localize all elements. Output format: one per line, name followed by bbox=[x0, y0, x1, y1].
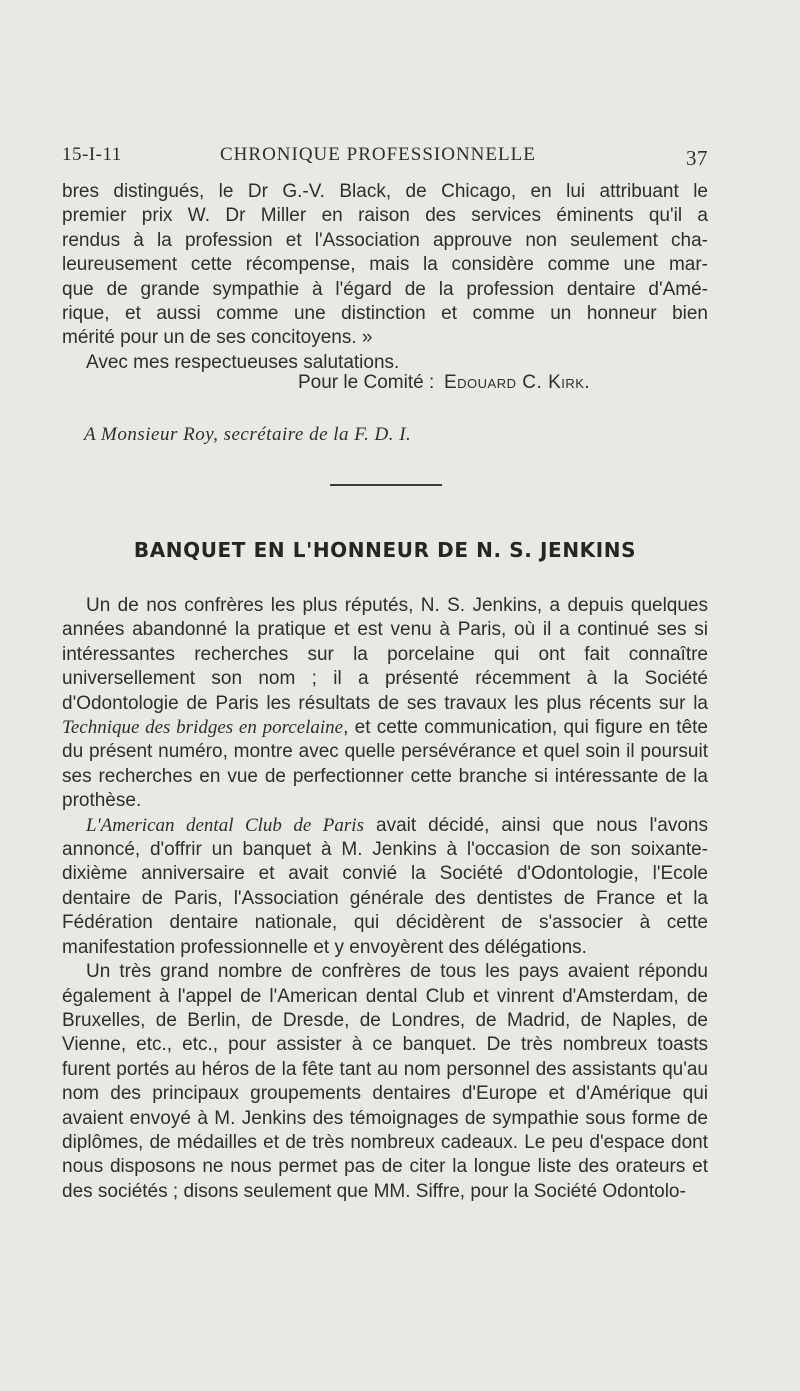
running-head bbox=[62, 144, 708, 174]
paragraph-text: Un de nos confrères les plus réputés, N. S. Jenkins, a depuis quelques années abandonné la pratique et est venu à Paris, où il a continué ses si intéressantes recherches sur la porcelaine qui ont fait connaître universellement son nom ; il a présenté récemment à la Société d'Odontologie de Paris les résultats de ses travaux les plus récents sur la bbox=[62, 595, 708, 714]
article-body bbox=[62, 594, 708, 1204]
article-title: BANQUET EN L'HONNEUR DE N. S. JENKINS bbox=[133, 538, 637, 562]
section-divider bbox=[330, 484, 442, 486]
letter-line: rique, et aussi comme une distinction et comme un honneur bien bbox=[62, 303, 708, 325]
letter-excerpt bbox=[62, 180, 708, 375]
club-name: L'American dental Club de Paris bbox=[86, 814, 364, 836]
letter-line: bres distingués, le Dr G.-V. Black, de Chicago, en lui attribuant le bbox=[62, 181, 708, 202]
paragraph-text: avait décidé, ainsi que nous l'avons annoncé, d'offrir un banquet à M. Jenkins à l'occasion de son soixante-dixième anniversaire et avait convié la Société d'Odontologie, l'Ecole dentaire de Paris, l'Association générale des dentistes de France et la Fédération dentaire nationale, qui décidèrent de s'associer à cette manifestation professionnelle et y envoyèrent des délégations. bbox=[62, 814, 708, 958]
letter-line: mérité pour un de ses concitoyens. » bbox=[62, 327, 373, 349]
letter-line: que de grande sympathie à l'égard de la profession dentaire d'Amé- bbox=[62, 278, 708, 300]
article-paragraph: Un très grand nombre de confrères de tous les pays avaient répondu également à l'appel de l'American dental Club et vinrent d'Amsterdam, de Bruxelles, de Berlin, de Dresde, de Londres, de Madrid, de Naples, de Vienne, etc., etc., pour assister à ce banquet. De très nombreux toasts furent portés au héros de la fête tant au nom personnel des assistants qu'au nom des principaux groupements dentaires d'Europe et d'Amérique qui avaient envoyé à M. Jenkins des témoignages de sympathie sous forme de diplômes, de médailles et de très nombreux cadeaux. Le peu d'espace dont nous disposons ne nous permet pas de citer la longue liste des orateurs et des sociétés ; disons seulement que MM. Siffre, pour la Société Odontolo- bbox=[62, 961, 708, 1202]
signature-label: Pour le Comité : bbox=[298, 372, 435, 393]
article-paragraph bbox=[62, 594, 708, 814]
issue-date: 15-I-11 bbox=[62, 144, 122, 165]
section-title: CHRONIQUE PROFESSIONNELLE bbox=[220, 144, 536, 165]
article-paragraph bbox=[62, 814, 708, 960]
letter-line: leureusement cette récompense, mais la considère comme une mar- bbox=[62, 254, 708, 276]
signature-name: Edouard C. Kirk. bbox=[444, 372, 591, 393]
letter-line: rendus à la profession et l'Association approuve non seulement cha- bbox=[62, 229, 708, 251]
paragraph-text: , et cette communication, qui figure en tête du présent numéro, montre avec quelle persévérance et quel soin il poursuit ses recherches en vue de perfectionner cette branche si intéressante de la prothèse. bbox=[62, 717, 708, 812]
letter-line: premier prix W. Dr Miller en raison des services éminents qu'il a bbox=[62, 205, 708, 227]
italic-title: Technique des bridges en porcelaine bbox=[62, 717, 344, 739]
letter-closing: Avec mes respectueuses salutations. bbox=[86, 351, 400, 373]
addressee: A Monsieur Roy, secrétaire de la F. D. I. bbox=[84, 424, 412, 445]
page-number: 37 bbox=[686, 146, 708, 170]
